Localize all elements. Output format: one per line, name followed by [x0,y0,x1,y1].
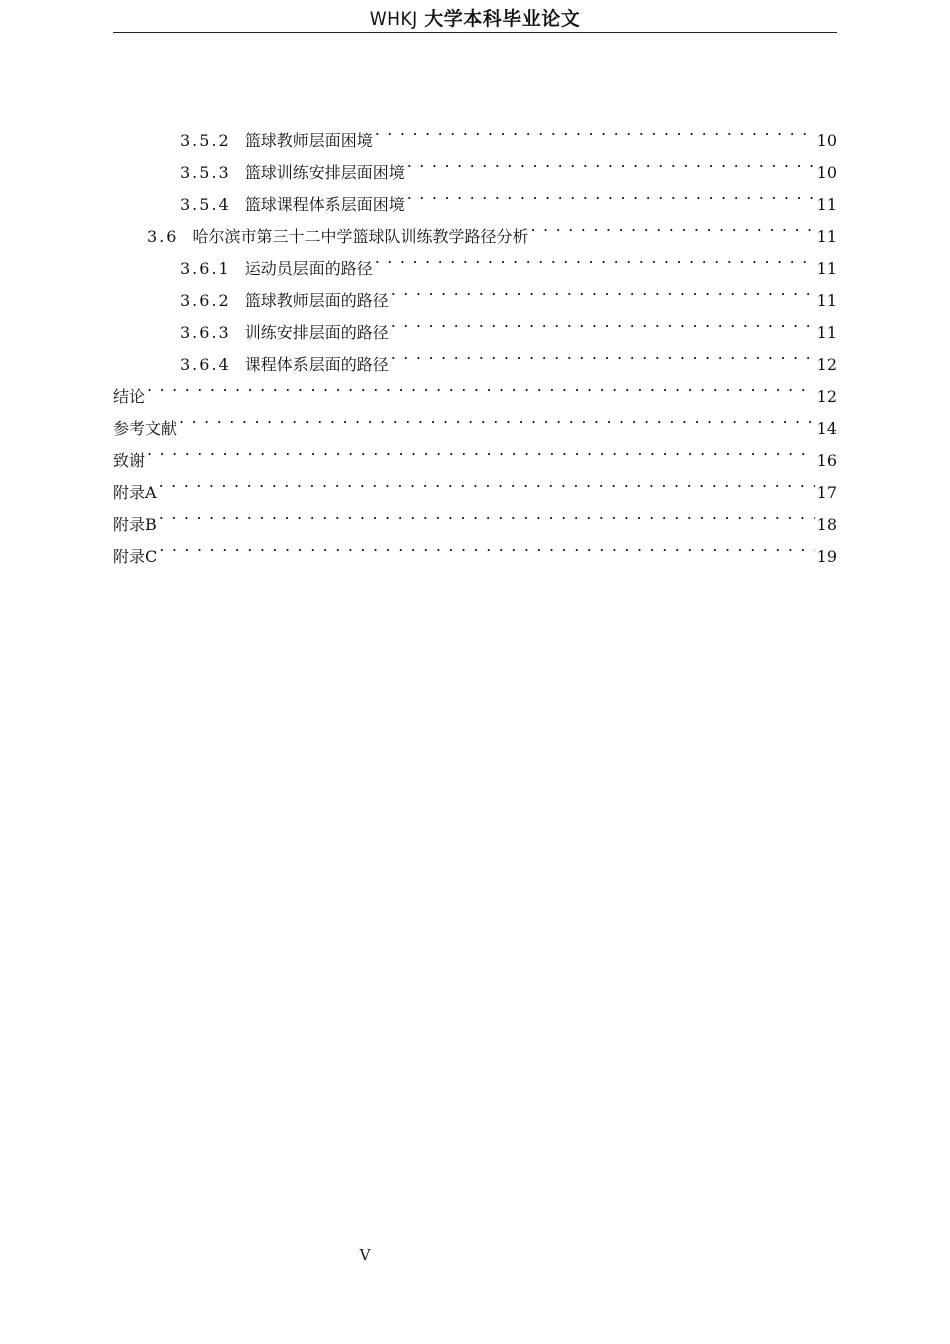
toc-entry-title: 附录C [113,547,158,566]
toc-entry-page: 12 [816,355,837,374]
toc-entry-title: 附录A [113,483,157,502]
toc-entry-page: 11 [816,259,837,278]
toc-entry-number: 3.6.1 [180,259,231,278]
toc-entry-title: 参考文献 [113,419,178,438]
toc-entry-page: 11 [816,195,837,214]
toc-entry[interactable] [113,114,837,150]
toc-entry-number: 3.5.4 [180,195,231,214]
toc-dot-leader [147,370,815,402]
toc-dot-leader [530,210,814,242]
toc-entry-number: 3.6.4 [180,355,231,374]
toc-dot-leader [391,338,815,370]
toc-dot-leader [407,146,815,178]
toc-entry-page: 10 [816,163,837,182]
toc-dot-leader [407,178,815,210]
toc-entry-page: 18 [816,515,837,534]
toc-entry-page: 14 [816,419,837,438]
toc-entry-number: 3.6.2 [180,291,231,310]
header-title: 大学本科毕业论文 [424,8,581,30]
toc-entry-number: 3.6.3 [180,323,231,342]
toc-entry-page: 16 [816,451,837,470]
toc-entry[interactable] [113,402,837,438]
header-university-code: WHKJ [369,8,418,30]
toc-entry-page: 11 [816,291,837,310]
toc-dot-leader [391,274,815,306]
toc-entry[interactable] [113,466,837,502]
toc-entry-title: 篮球课程体系层面困境 [244,195,405,214]
toc-entry[interactable] [113,370,837,406]
table-of-contents [113,114,837,566]
page-header [113,6,837,33]
toc-entry[interactable] [113,434,837,470]
page-number: V [359,1246,371,1264]
toc-entry-number: 3.6 [147,227,179,246]
toc-entry-page: 17 [816,483,837,502]
toc-entry-title: 运动员层面的路径 [244,259,373,278]
toc-dot-leader [159,530,814,562]
toc-entry-title: 篮球教师层面困境 [244,131,373,150]
toc-entry-page: 12 [816,387,837,406]
toc-entry-title: 篮球教师层面的路径 [244,291,389,310]
toc-entry-number: 3.5.2 [180,131,231,150]
toc-entry-number: 3.5.3 [180,163,231,182]
toc-entry-page: 11 [816,227,837,246]
toc-entry-page: 19 [816,547,837,566]
toc-dot-leader [391,306,815,338]
toc-entry-title: 结论 [113,387,146,406]
toc-dot-leader [147,434,815,466]
toc-dot-leader [179,402,815,434]
toc-dot-leader [159,498,815,530]
toc-entry[interactable] [113,498,837,534]
toc-entry-title: 课程体系层面的路径 [244,355,389,374]
toc-dot-leader [159,466,815,498]
toc-entry-title: 哈尔滨市第三十二中学篮球队训练教学路径分析 [192,227,529,246]
toc-entry-title: 附录B [113,515,157,534]
toc-entry-page: 10 [816,131,837,150]
toc-entry[interactable] [113,530,837,566]
toc-entry-page: 11 [816,323,837,342]
toc-entry-title: 篮球训练安排层面困境 [244,163,405,182]
toc-dot-leader [375,242,815,274]
toc-entry-title: 训练安排层面的路径 [244,323,389,342]
toc-entry-title: 致谢 [113,451,146,470]
toc-dot-leader [375,114,815,146]
